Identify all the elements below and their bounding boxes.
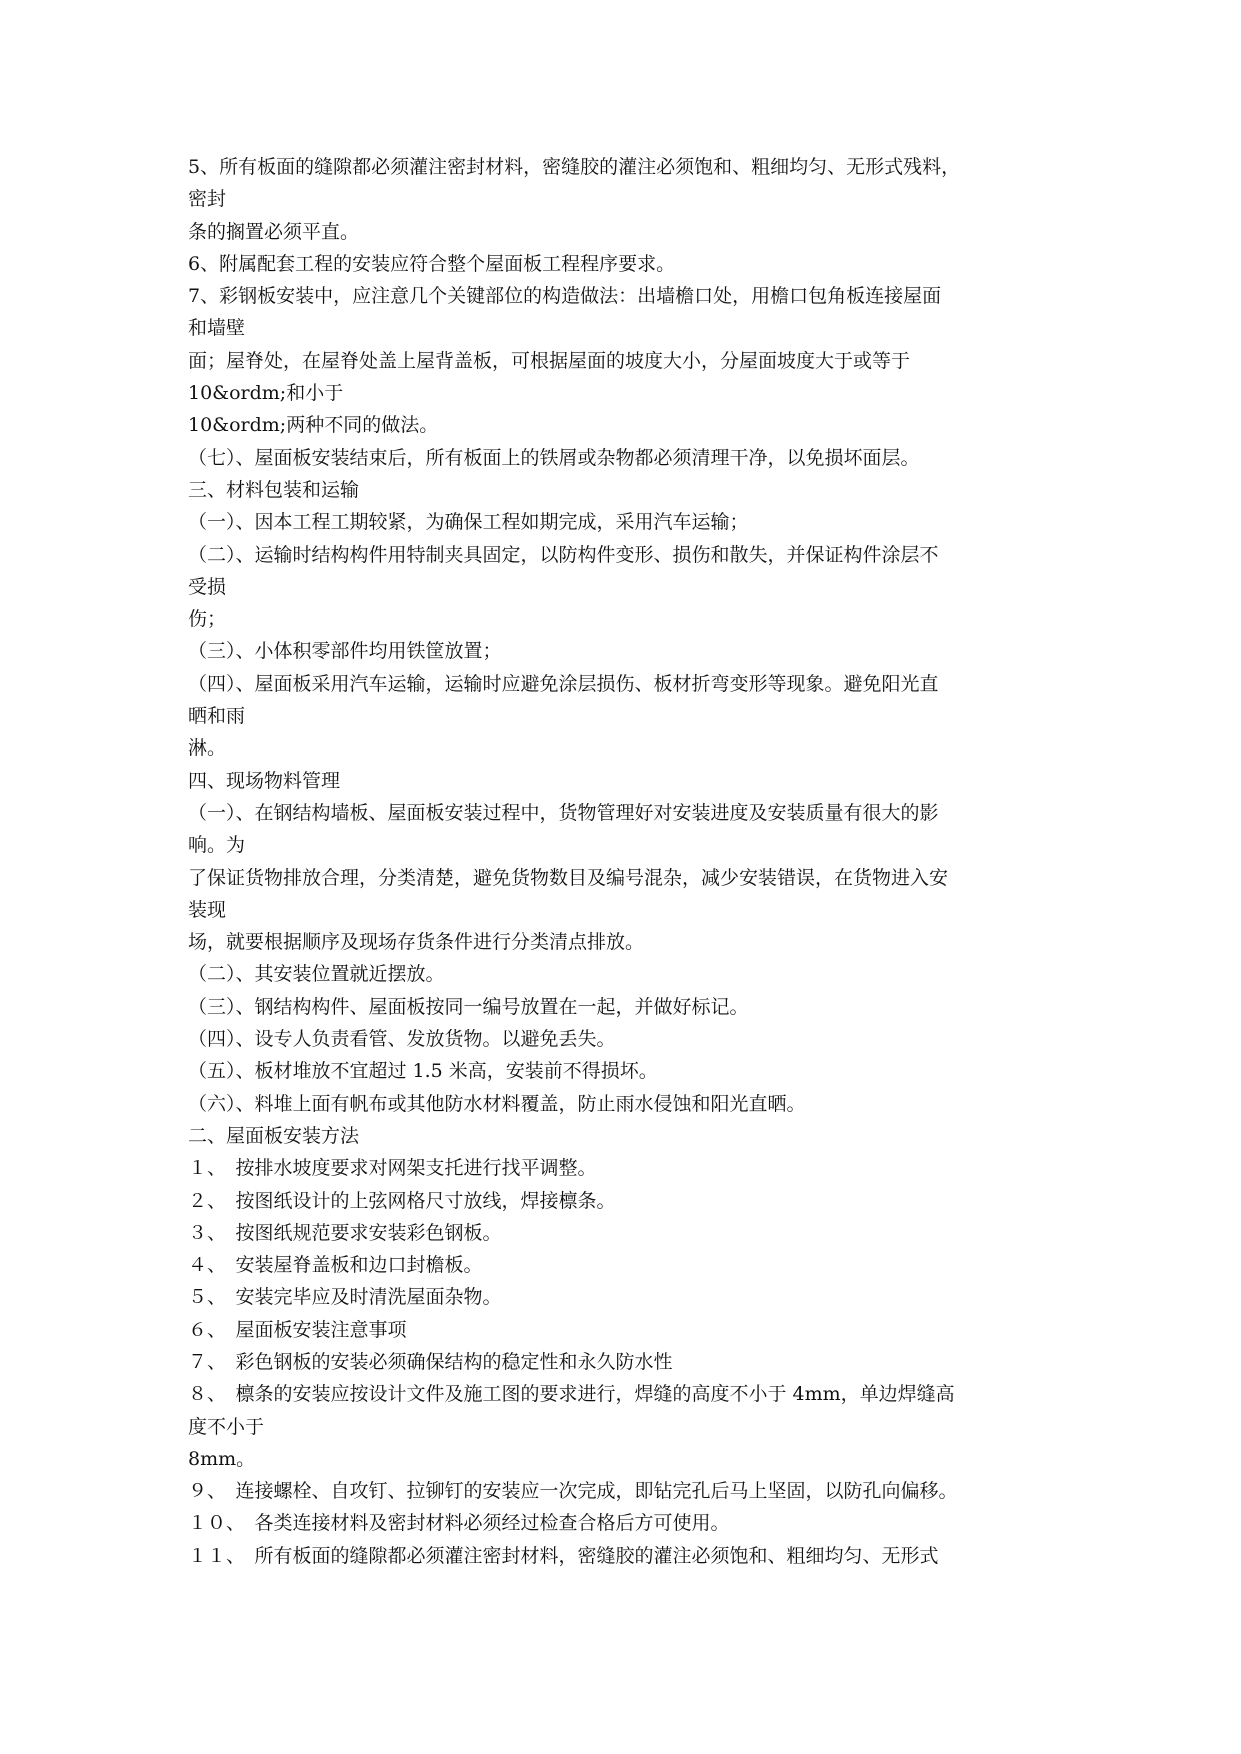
text-line: ６、 屋面板安装注意事项 xyxy=(188,1318,407,1341)
text-line: 了保证货物排放合理，分类清楚，避免货物数目及编号混杂，减少安装错误，在货物进入安 xyxy=(188,866,949,889)
text-line: ４、 安装屋脊盖板和边口封檐板。 xyxy=(188,1254,483,1277)
text-line: （一）、因本工程工期较紧，为确保工程如期完成，采用汽车运输； xyxy=(188,511,749,534)
text-line: 面；屋脊处，在屋脊处盖上屋背盖板，可根据屋面的坡度大小，分屋面坡度大于或等于 xyxy=(188,349,911,372)
text-line: （三）、小体积零部件均用铁筐放置； xyxy=(188,640,502,663)
text-line: ９、 连接螺栓、自攻钉、拉铆钉的安装应一次完成，即钻完孔后马上坚固，以防孔向偏移。 xyxy=(188,1480,958,1503)
text-line: （七）、屋面板安装结束后，所有板面上的铁屑或杂物都必须清理干净，以免损坏面层。 xyxy=(188,446,920,469)
text-line: （二）、运输时结构构件用特制夹具固定，以防构件变形、损伤和散失，并保证构件涂层不 xyxy=(188,543,939,566)
text-line: 和墙壁 xyxy=(188,317,246,340)
text-line: 三、材料包装和运输 xyxy=(188,478,360,501)
text-line: １０、 各类连接材料及密封材料必须经过检查合格后方可使用。 xyxy=(188,1512,730,1535)
text-line: 8mm。 xyxy=(188,1447,256,1470)
text-line: 10&ordm;两种不同的做法。 xyxy=(188,414,439,437)
text-line: １１、 所有板面的缝隙都必须灌注密封材料，密缝胶的灌注必须饱和、粗细均匀、无形式 xyxy=(188,1544,939,1567)
text-line: 晒和雨 xyxy=(188,705,246,728)
text-line: 四、现场物料管理 xyxy=(188,769,341,792)
text-line: （六）、料堆上面有帆布或其他防水材料覆盖，防止雨水侵蚀和阳光直晒。 xyxy=(188,1092,806,1115)
text-line: 条的搁置必须平直。 xyxy=(188,220,360,243)
text-line: 响。为 xyxy=(188,834,246,857)
text-line: 7、彩钢板安装中，应注意几个关键部位的构造做法：出墙檐口处，用檐口包角板连接屋面 xyxy=(188,285,942,308)
text-line: ３、 按图纸规范要求安装彩色钢板。 xyxy=(188,1221,502,1244)
text-line: （一）、在钢结构墙板、屋面板安装过程中，货物管理好对安装进度及安装质量有很大的影 xyxy=(188,801,939,824)
text-line: ７、 彩色钢板的安装必须确保结构的稳定性和永久防水性 xyxy=(188,1350,673,1373)
text-line: 度不小于 xyxy=(188,1415,265,1438)
text-line: （四）、屋面板采用汽车运输，运输时应避免涂层损伤、板材折弯变形等现象。避免阳光直 xyxy=(188,672,939,695)
text-line: ５、 安装完毕应及时清洗屋面杂物。 xyxy=(188,1286,502,1309)
text-line: ８、 檩条的安装应按设计文件及施工图的要求进行，焊缝的高度不小于 4mm，单边焊缝高 xyxy=(188,1383,955,1406)
text-line: （三）、钢结构构件、屋面板按同一编号放置在一起，并做好标记。 xyxy=(188,995,749,1018)
text-line: （二）、其安装位置就近摆放。 xyxy=(188,963,445,986)
text-line: 装现 xyxy=(188,898,227,921)
text-line: ２、 按图纸设计的上弦网格尺寸放线，焊接檩条。 xyxy=(188,1189,616,1212)
document-body xyxy=(188,151,1068,1572)
text-line: 场，就要根据顺序及现场存货条件进行分类清点排放。 xyxy=(188,931,645,954)
text-line: 6、附属配套工程的安装应符合整个屋面板工程程序要求。 xyxy=(188,252,676,275)
text-line: 淋。 xyxy=(188,737,227,760)
text-line: （五）、板材堆放不宜超过 1.5 米高，安装前不得损坏。 xyxy=(188,1060,658,1083)
text-line: （四）、设专人负责看管、发放货物。以避免丢失。 xyxy=(188,1028,616,1051)
text-line: 10&ordm;和小于 xyxy=(188,382,344,405)
text-line: 密封 xyxy=(188,188,227,211)
text-line: 伤； xyxy=(188,608,227,631)
text-line: 受损 xyxy=(188,575,227,598)
text-line: 5、所有板面的缝隙都必须灌注密封材料，密缝胶的灌注必须饱和、粗细均匀、无形式残料， xyxy=(188,156,961,178)
text-line: １、 按排水坡度要求对网架支托进行找平调整。 xyxy=(188,1157,597,1180)
text-line: 二、屋面板安装方法 xyxy=(188,1124,360,1147)
